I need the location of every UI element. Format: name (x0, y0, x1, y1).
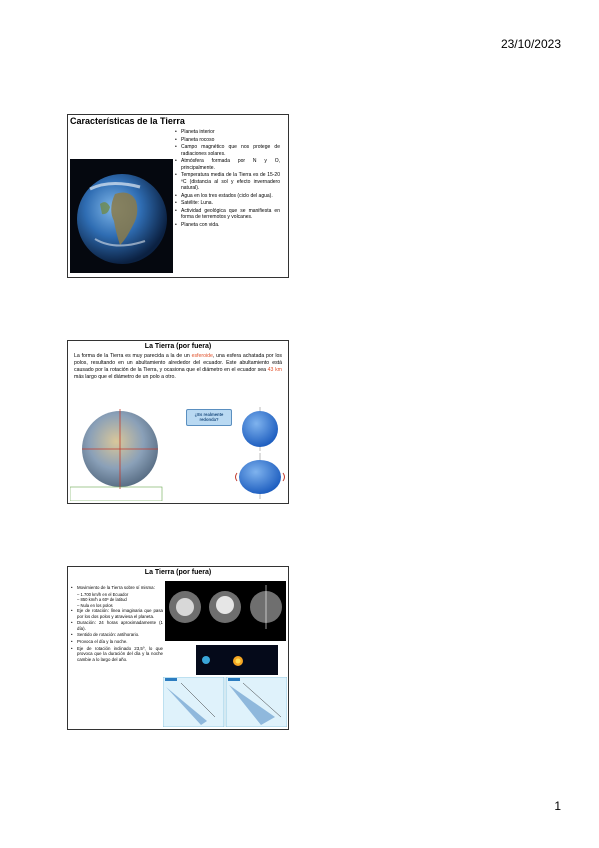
sphere-icon (242, 411, 278, 447)
list-item: • Eje de rotación inclinado 23,5º, lo que provoca que la duración del día y la noche cambie a lo largo del año. (71, 646, 163, 663)
slide-tierra-por-fuera-forma (67, 340, 289, 504)
slide-title: La Tierra (por fuera) (144, 343, 212, 350)
spheroid-icon (239, 460, 281, 494)
list-item: • Movimiento de la Tierra sobre sí misma: (71, 585, 163, 591)
list-item: • Campo magnético que nos protege de radiaciones solares. (175, 144, 280, 157)
highlight-term: 43 km (267, 367, 282, 373)
bullet-column (71, 585, 163, 663)
slide-title: La Tierra (por fuera) (144, 569, 212, 576)
sphere-comparison-diagram (232, 407, 288, 501)
list-item: • Satélite: Luna. (175, 200, 280, 207)
list-item: – 1.700 km/h en el Ecuador (77, 592, 163, 598)
earth-photo (70, 159, 173, 273)
day-night-diagram (196, 645, 278, 675)
list-item: • Duración: 24 horas aproximadamente (1 día). (71, 620, 163, 631)
list-item: • Planeta con vida. (175, 222, 280, 229)
list-item: – 850 km/h a 60º de latitud (77, 597, 163, 603)
slide-caracteristicas (67, 114, 289, 278)
slide-paragraph: La forma de la Tierra es muy parecida a la de un esferoide, una esfera achatada por los polos, resultando en un abultamiento alrededor del ecuador. Este abultamiento está causado por la rotación de la Tierra, y ocasiona que el diámetro en el ecuador sea 43 km más largo que el diámetro de un polo a otro. (74, 353, 282, 380)
page-number: 1 (554, 799, 561, 813)
list-item: • Sentido de rotación: antihorario. (71, 632, 163, 638)
list-item: • Atmósfera formada por N y O, principalmente. (175, 158, 280, 171)
list-item: • Planeta interior (175, 129, 280, 136)
diagram-caption (72, 487, 162, 501)
list-item: • Actividad geológica que se manifiesta en forma de terremotos y volcanes. (175, 208, 280, 221)
page-date: 23/10/2023 (500, 37, 561, 51)
callout-text: ¿Es realmente redonda? (194, 412, 224, 422)
rotation-photos (165, 581, 286, 641)
earth-globe-icon (70, 159, 173, 273)
sub-list (71, 592, 163, 609)
list-item: • Eje de rotación: línea imaginaria que pasa por los dos polos y atraviesa el planeta. (71, 608, 163, 619)
slide-title: Características de la Tierra (70, 116, 185, 126)
list-item: • Provoca el día y la noche. (71, 639, 163, 645)
list-item: • Temperatura media de la Tierra es de 15-20 ºC (distancia al sol y efecto invernadero natural). (175, 172, 280, 192)
list-item: • Planeta rocoso (175, 137, 280, 144)
list-item: • Agua en los tres estados (ciclo del agua). (175, 193, 280, 200)
callout-box (186, 409, 232, 426)
slide-tierra-por-fuera-rotacion (67, 566, 289, 730)
axis-tilt-diagrams (163, 677, 287, 727)
highlight-term: esferoide (191, 353, 213, 359)
bullet-list (175, 129, 280, 229)
list-item: – Nula en los polos (77, 603, 163, 609)
